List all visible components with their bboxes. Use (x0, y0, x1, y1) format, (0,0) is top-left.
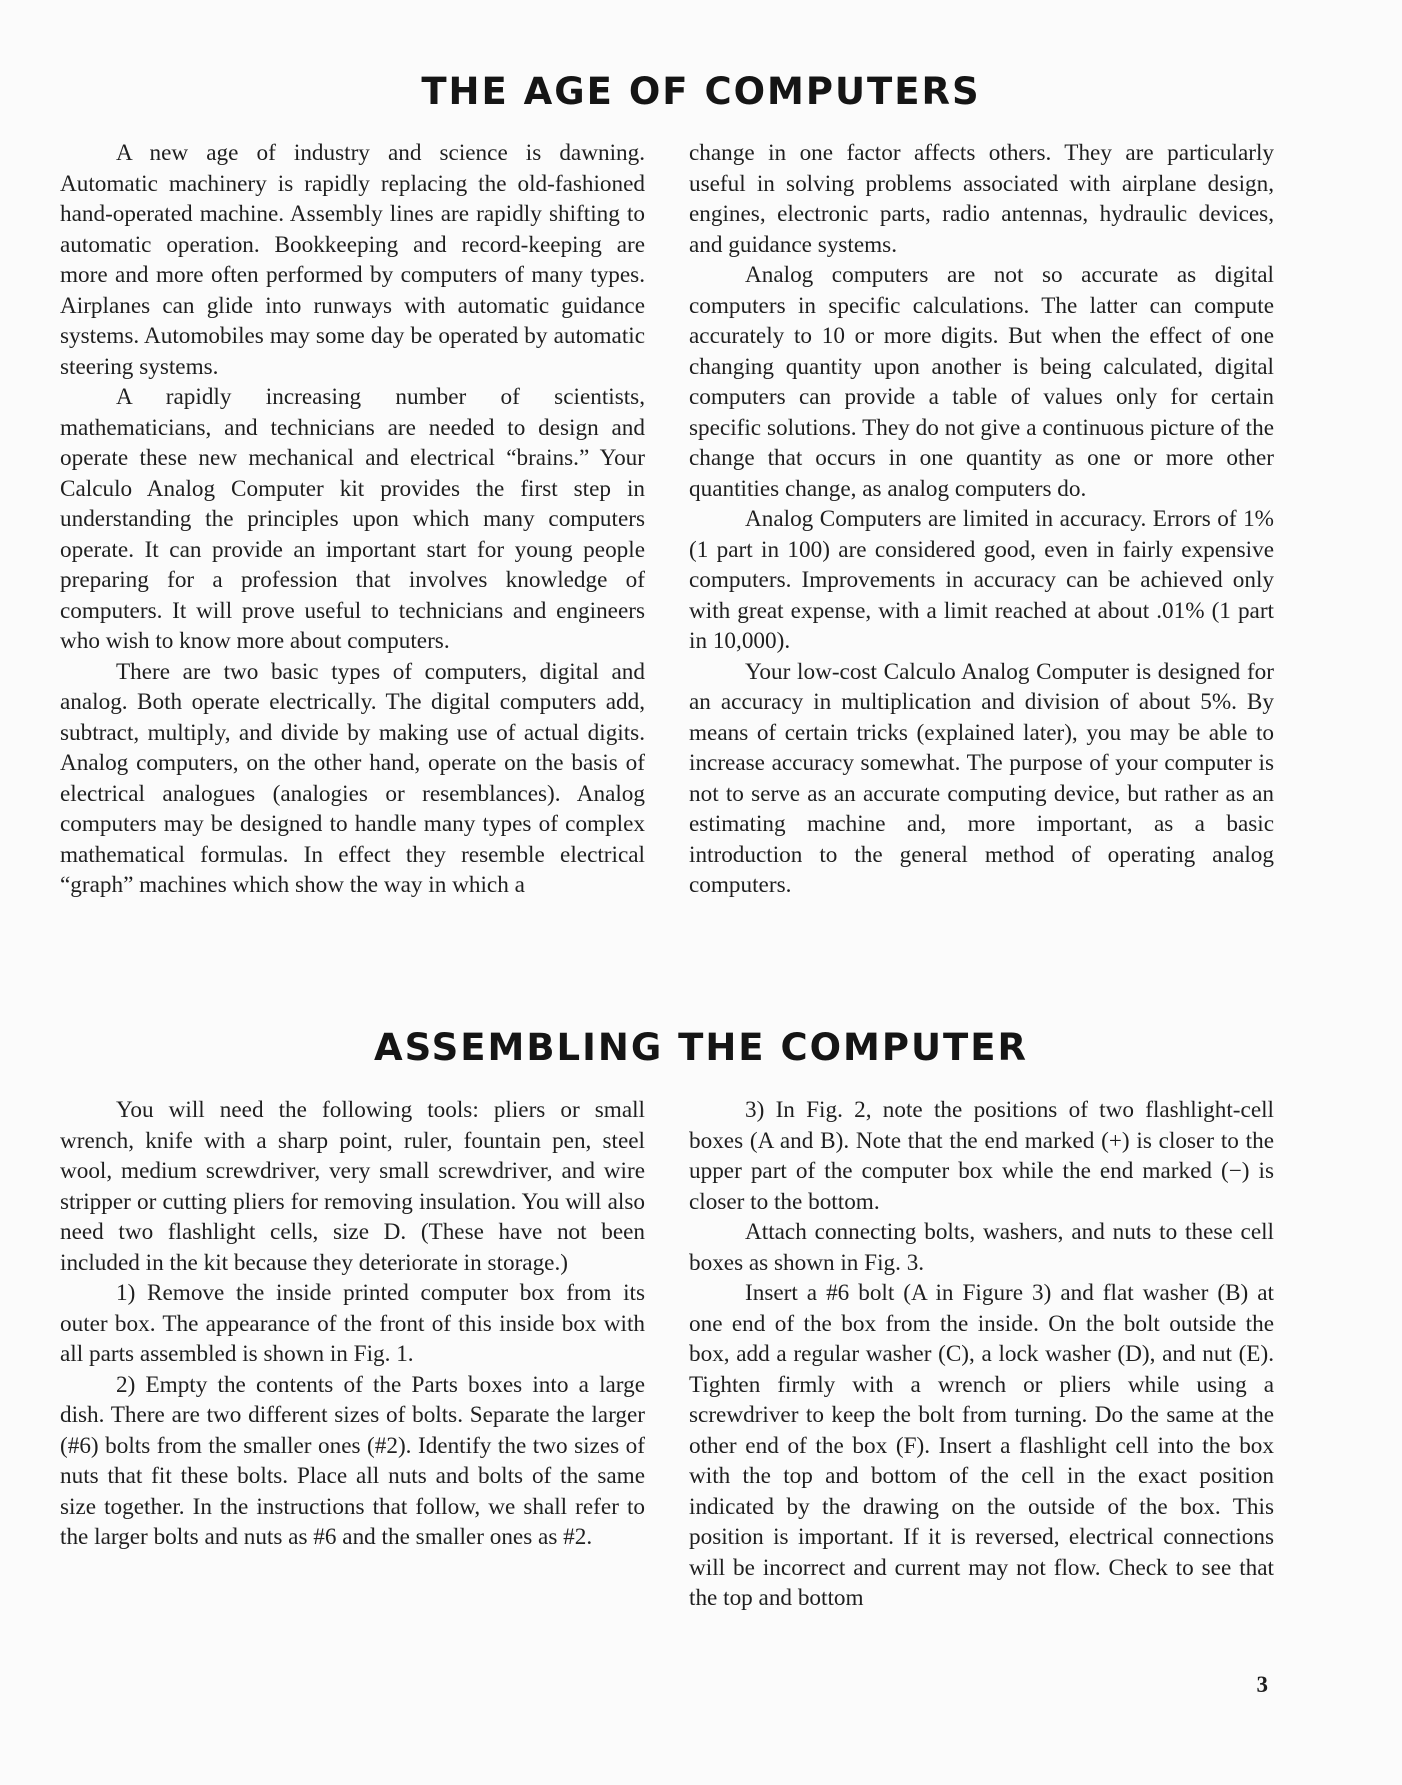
paragraph: 3) In Fig. 2, note the positions of two flashlight-cell boxes (A and B). Note that the end marked (+) is closer to the upper part of the computer box while the end marked (−) is closer to the bottom. (689, 1097, 1274, 1215)
paragraph: A new age of industry and science is dawning. Automatic machinery is rapidly replacing the old-fashioned hand-operated machine. Assembly lines are rapidly shifting to automatic operation. Bookkeeping and record-keeping are more and more often performed by computers of many types. Airplanes can glide into runways with automatic guidance systems. Automobiles may some day be operated by automatic steering systems. (60, 140, 645, 380)
paragraph: Analog Computers are limited in accuracy. Errors of 1% (1 part in 100) are considered good, even in fairly expensive computers. Improvements in accuracy can be achieved only with great expense, with a limit reached at about .01% (1 part in 10,000). (689, 506, 1274, 654)
paragraph: You will need the following tools: pliers or small wrench, knife with a sharp point, ruler, fountain pen, steel wool, medium screwdriver, very small screwdriver, and wire stripper or cutting pliers for removing insulation. You will also need two flashlight cells, size D. (These have not been included in the kit because they deteriorate in storage.) (60, 1097, 645, 1276)
section-title-assembling-the-computer: ASSEMBLING THE COMPUTER (373, 1026, 1029, 1069)
column-right-assembling (689, 1095, 1274, 1614)
section-title-age-of-computers: THE AGE OF COMPUTERS (421, 70, 981, 113)
paragraph: Your low-cost Calculo Analog Computer is designed for an accuracy in multiplication and division of about 5%. By means of certain tricks (explained later), you may be able to increase accuracy somewhat. The purpose of your computer is not to serve as an accurate computing device, but rather as an estimating machine and, more important, as a basic introduction to the general method of operating analog computers. (689, 658, 1274, 898)
paragraph: Analog computers are not so accurate as digital computers in specific calculations. The latter can compute accurately to 10 or more digits. But when the effect of one changing quantity upon another is being calculated, digital computers can provide a table of values only for certain specific solutions. They do not give a continuous picture of the change that occurs in one quantity as one or more other quantities change, as analog computers do. (689, 262, 1274, 502)
column-left-assembling (60, 1095, 645, 1553)
paragraph: There are two basic types of computers, digital and analog. Both operate electrically. The digital computers add, subtract, multiply, and divide by making use of actual digits. Analog computers, on the other hand, operate on the basis of electrical analogues (analogies or resemblances). Analog computers may be designed to handle many types of complex mathematical formulas. In effect they resemble electrical “graph” machines which show the way in which a (60, 658, 645, 898)
paragraph: A rapidly increasing number of scientists, mathematicians, and technicians are needed to design and operate these new mechanical and electrical “brains.” Your Calculo Analog Computer kit provides the first step in understanding the principles upon which many computers operate. It can provide an important start for young people preparing for a profession that involves knowledge of computers. It will prove useful to technicians and engineers who wish to know more about computers. (60, 384, 645, 654)
paragraph: Attach connecting bolts, washers, and nuts to these cell boxes as shown in Fig. 3. (689, 1219, 1274, 1276)
column-left-age-of-computers (60, 138, 645, 901)
paragraph-continued: change in one factor affects others. They are particularly useful in solving problems associated with airplane design, engines, electronic parts, radio antennas, hydraulic devices, and guidance systems. (689, 140, 1274, 258)
page-number: 3 (1256, 1672, 1268, 1697)
paragraph: Insert a #6 bolt (A in Figure 3) and flat washer (B) at one end of the box from the inside. On the bolt outside the box, add a regular washer (C), a lock washer (D), and nut (E). Tighten firmly with a wrench or pliers while using a screwdriver to keep the bolt from turning. Do the same at the other end of the box (F). Insert a flashlight cell into the box with the top and bottom of the cell in the exact position indicated by the drawing on the outside of the box. This position is important. If it is reversed, electrical connections will be incorrect and current may not flow. Check to see that the top and bottom (689, 1280, 1274, 1611)
column-right-age-of-computers (689, 138, 1274, 901)
paragraph: 1) Remove the inside printed computer box from its outer box. The appearance of the front of this inside box with all parts assembled is shown in Fig. 1. (60, 1280, 645, 1367)
paragraph: 2) Empty the contents of the Parts boxes into a large dish. There are two different sizes of bolts. Separate the larger (#6) bolts from the smaller ones (#2). Identify the two sizes of nuts that fit these bolts. Place all nuts and bolts of the same size together. In the instructions that follow, we shall refer to the larger bolts and nuts as #6 and the smaller ones as #2. (60, 1371, 645, 1550)
